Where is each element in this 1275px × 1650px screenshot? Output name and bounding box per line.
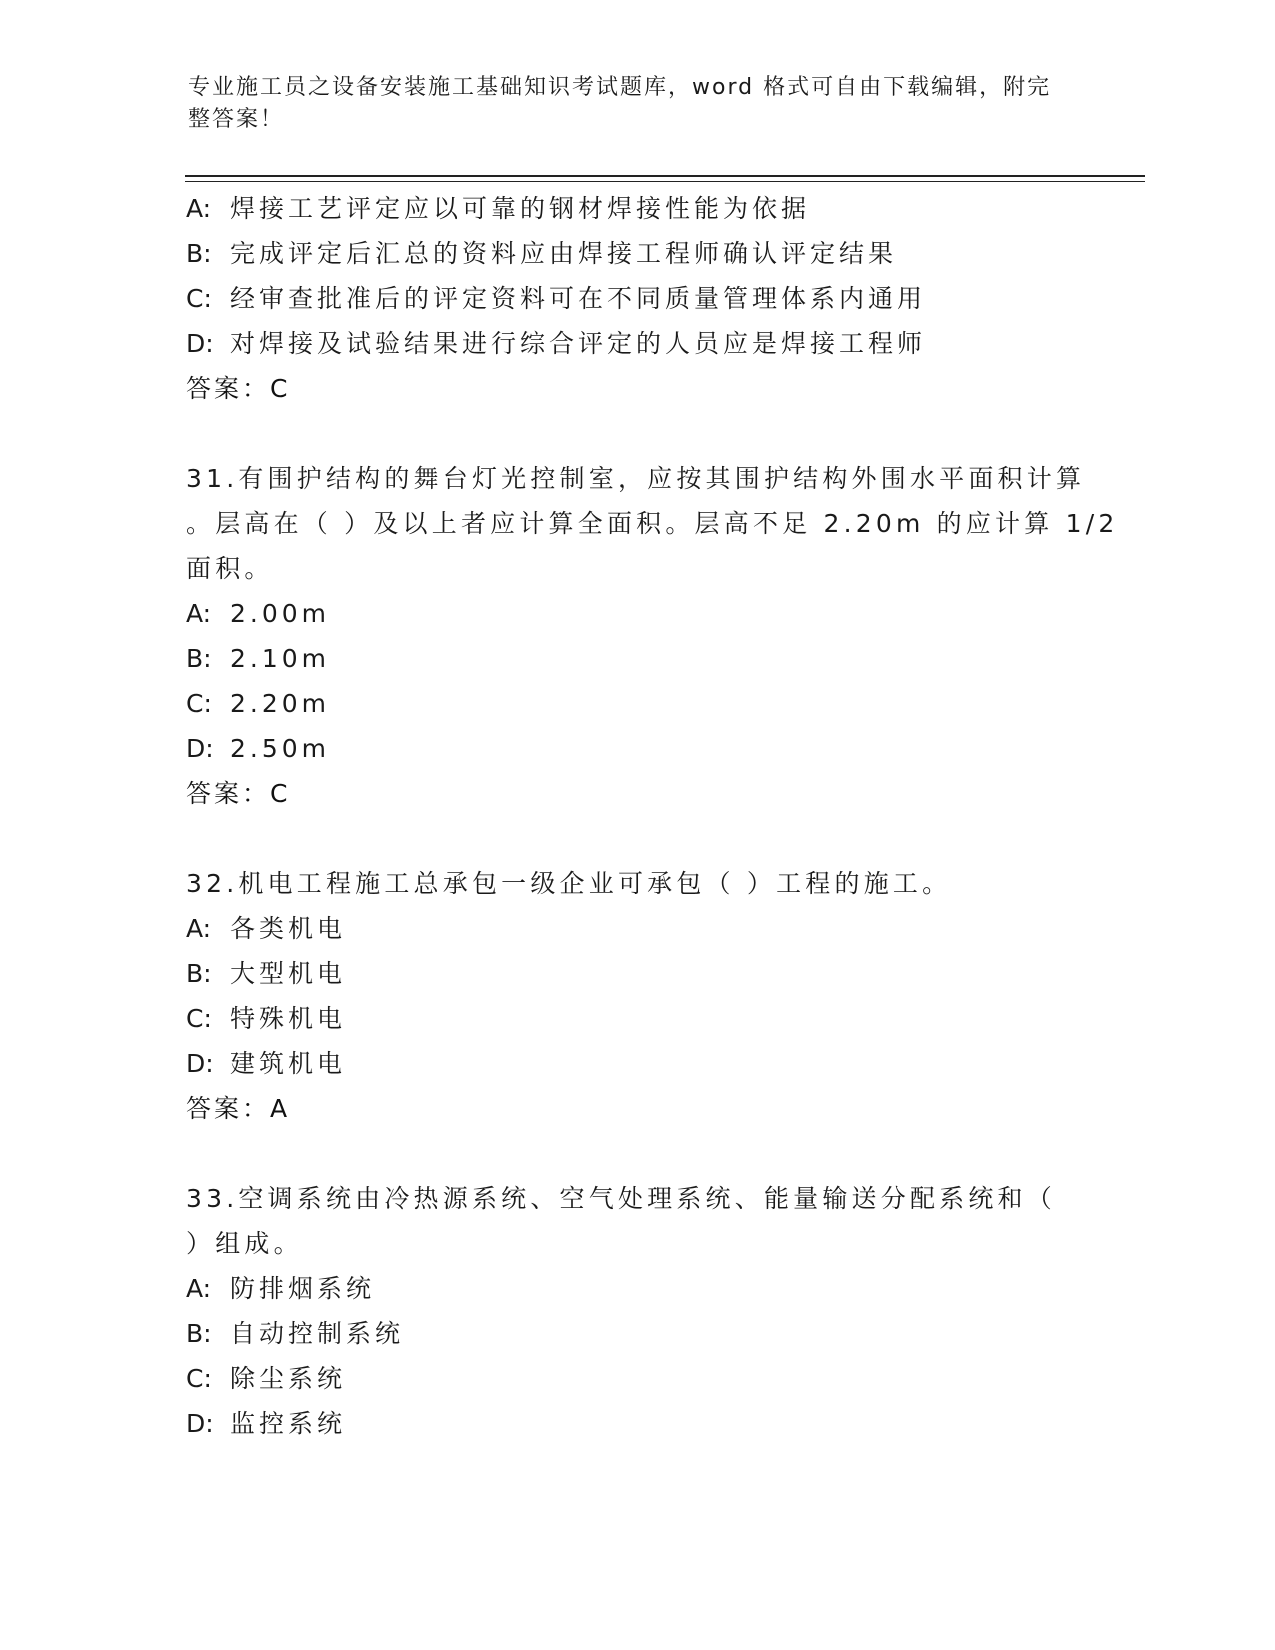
spacer: [186, 816, 1086, 861]
option-c: [186, 276, 1086, 321]
question-stem-line: 。层高在（ ）及以上者应计算全面积。层高不足 2.20m 的应计算 1/2: [186, 509, 1119, 538]
option-letter: C:: [186, 284, 212, 313]
option-b: [186, 636, 1086, 681]
option-letter: A:: [186, 599, 212, 628]
option-text: 自动控制系统: [230, 1319, 405, 1348]
answer-line: 答案：C: [186, 779, 291, 808]
option-c: [186, 1356, 1086, 1401]
option-letter: B:: [186, 959, 212, 988]
question-stem-line: 32.机电工程施工总承包一级企业可承包（ ）工程的施工。: [186, 869, 952, 898]
header-divider-thick: [185, 175, 1145, 177]
option-text: 大型机电: [230, 959, 347, 988]
question-stem-line: 面积。: [186, 554, 274, 583]
option-text: 特殊机电: [230, 1004, 347, 1033]
option-text: 焊接工艺评定应以可靠的钢材焊接性能为依据: [230, 194, 811, 223]
option-d: [186, 1041, 1086, 1086]
answer-line: 答案：A: [186, 1094, 291, 1123]
option-text: 对焊接及试验结果进行综合评定的人员应是焊接工程师: [230, 329, 927, 358]
option-letter: A:: [186, 194, 212, 223]
option-text: 经审查批准后的评定资料可在不同质量管理体系内通用: [230, 284, 927, 313]
option-b: [186, 231, 1086, 276]
question-stem-line: 31.有围护结构的舞台灯光控制室，应按其围护结构外围水平面积计算: [186, 464, 1086, 493]
option-text: 防排烟系统: [230, 1274, 376, 1303]
header-line-1: 专业施工员之设备安装施工基础知识考试题库，word 格式可自由下载编辑，附完: [188, 75, 1052, 100]
option-b: [186, 951, 1086, 996]
header-line-2: 整答案！: [188, 107, 285, 132]
option-c: [186, 681, 1086, 726]
option-letter: D:: [186, 329, 214, 358]
question-stem-line: ）组成。: [186, 1229, 303, 1258]
spacer: [186, 411, 1086, 456]
question-32: [186, 861, 1086, 1131]
option-text: 2.10m: [230, 644, 331, 673]
option-text: 监控系统: [230, 1409, 347, 1438]
option-d: [186, 726, 1086, 771]
option-c: [186, 996, 1086, 1041]
option-letter: C:: [186, 1004, 212, 1033]
question-list: [186, 186, 1119, 1446]
option-letter: D:: [186, 734, 214, 763]
option-letter: A:: [186, 914, 212, 943]
option-a: [186, 906, 1086, 951]
option-text: 2.20m: [230, 689, 331, 718]
option-text: 建筑机电: [230, 1049, 347, 1078]
option-letter: C:: [186, 689, 212, 718]
option-letter: B:: [186, 1319, 212, 1348]
header-divider-thin: [185, 181, 1145, 182]
option-letter: B:: [186, 644, 212, 673]
answer-line: 答案：C: [186, 374, 291, 403]
question-stem-line: 33.空调系统由冷热源系统、空气处理系统、能量输送分配系统和（: [186, 1184, 1056, 1213]
question-33: [186, 1176, 1086, 1446]
question-31: [186, 456, 1119, 816]
option-text: 完成评定后汇总的资料应由焊接工程师确认评定结果: [230, 239, 898, 268]
option-letter: D:: [186, 1409, 214, 1438]
option-letter: C:: [186, 1364, 212, 1393]
option-b: [186, 1311, 1086, 1356]
option-letter: A:: [186, 1274, 212, 1303]
option-a: [186, 591, 1086, 636]
option-a: [186, 1266, 1086, 1311]
option-text: 2.50m: [230, 734, 331, 763]
option-text: 2.00m: [230, 599, 331, 628]
spacer: [186, 1131, 1086, 1176]
question-30: [186, 186, 1086, 411]
option-d: [186, 1401, 1086, 1446]
document-header: [188, 72, 1068, 136]
option-letter: D:: [186, 1049, 214, 1078]
option-a: [186, 186, 1086, 231]
option-text: 各类机电: [230, 914, 347, 943]
option-letter: B:: [186, 239, 212, 268]
option-text: 除尘系统: [230, 1364, 347, 1393]
option-d: [186, 321, 1086, 366]
